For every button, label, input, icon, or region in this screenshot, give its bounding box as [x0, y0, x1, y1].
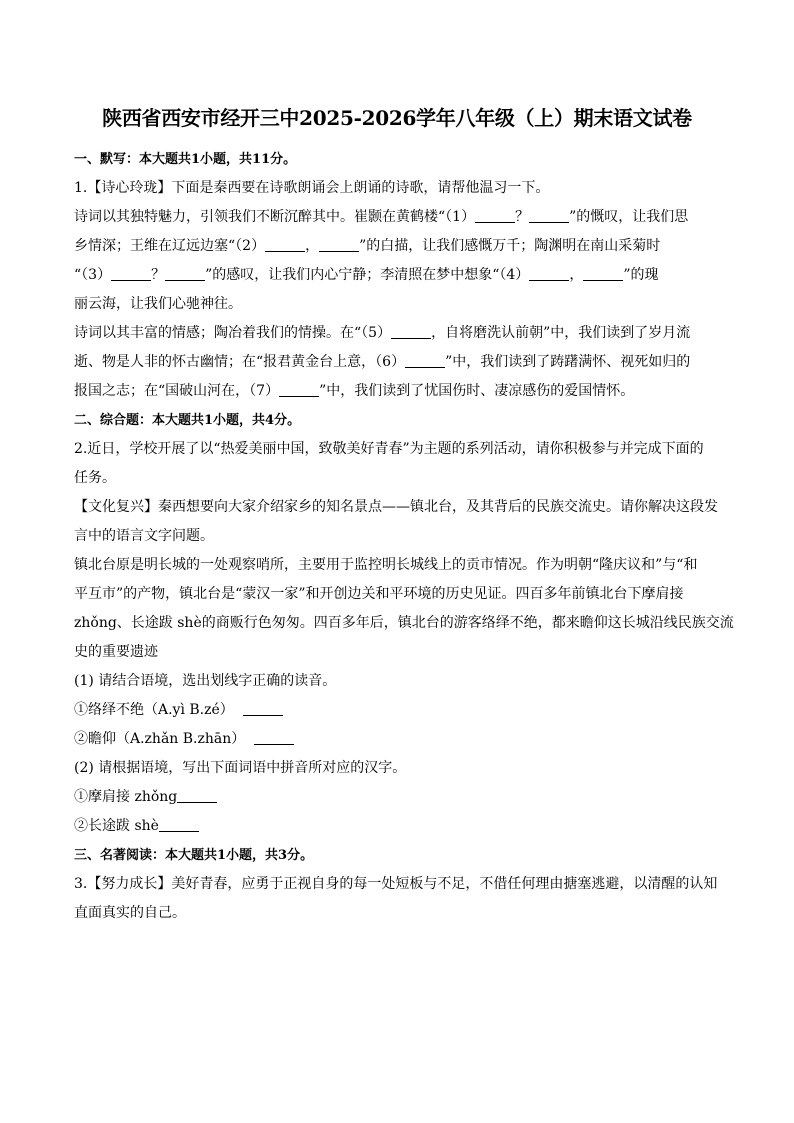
- q1-paragraph1-line3: [74, 261, 720, 290]
- text-segment: ”中，我们读到了踌躇满怀、视死如归的: [445, 354, 691, 370]
- q2-line3: 【文化复兴】秦西想要向大家介绍家乡的知名景点——镇北台，及其背后的民族交流史。请你解决这段发: [74, 499, 718, 515]
- section-heading-1: 一、默写：本大题共1小题，共11分。: [74, 152, 297, 167]
- q3-line1: 3.【努力成长】美好青春，应勇于正视自身的每一处短板与不足，不借任何理由搪塞逃避，以清醒的认知: [74, 876, 718, 892]
- text-segment: “（3）: [74, 267, 112, 283]
- answer-blank-3b: [165, 266, 205, 281]
- q2-line5: 镇北台原是明长城的一处观察哨所，主要用于监控明长城线上的贡市情况。作为明朝“隆庆议和”与“和: [74, 557, 698, 573]
- text-segment: ，: [569, 267, 584, 283]
- text-segment: 乡情深；王维在辽远边塞“（2）: [74, 238, 266, 254]
- q2-sub1-item-b: [74, 725, 720, 754]
- text-segment: ？: [515, 209, 530, 225]
- answer-blank-sub2a: [177, 788, 217, 803]
- text-segment: ”的白描，让我们感慨万千；陶渊明在南山采菊时: [359, 238, 661, 254]
- section-heading-3: 三、名著阅读：本大题共1小题，共3分。: [74, 848, 314, 863]
- text-segment: 逝、物是人非的怀古幽情；在“报君黄金台上意，（6）: [74, 354, 406, 370]
- answer-blank-sub2b: [159, 817, 199, 832]
- exam-content: [74, 145, 734, 928]
- answer-blank-5: [391, 324, 431, 339]
- answer-blank-2b: [319, 237, 359, 252]
- q2-sub1-prompt: (1) 请结合语境，选出划线字正确的读音。: [74, 673, 337, 689]
- q2-line2: 任务。: [74, 470, 116, 486]
- answer-blank-sub1a: [243, 701, 283, 716]
- q1-intro: 1.【诗心玲珑】下面是秦西要在诗歌朗诵会上朗诵的诗歌，请帮他温习一下。: [74, 180, 550, 196]
- q2-line4: 言中的语言文字问题。: [74, 528, 214, 544]
- answer-blank-4b: [583, 266, 623, 281]
- q2-sub2-prompt: (2) 请根据语境，写出下面词语中拼音所对应的汉字。: [74, 760, 407, 776]
- text-segment: ”的瑰: [623, 267, 659, 283]
- text-segment: ，: [305, 238, 320, 254]
- page-title: 陕西省西安市经开三中2025-2026学年八年级（上）期末语文试卷: [102, 106, 692, 130]
- q1-paragraph2-line1: [74, 319, 720, 348]
- section-heading-2: 二、综合题：本大题共1小题，共4分。: [74, 413, 301, 428]
- text-segment: ②长途跋 shè: [74, 818, 159, 834]
- q1-paragraph2-line2: [74, 348, 720, 377]
- answer-blank-1a: [475, 208, 515, 223]
- q2-line1: 2.近日，学校开展了以“热爱美丽中国，致敬美好青春”为主题的系列活动，请你积极参与并完成下面的: [74, 441, 704, 457]
- q1-paragraph1-line2: [74, 232, 720, 261]
- q2-sub2-item-a: [74, 783, 720, 812]
- answer-blank-sub1b: [254, 730, 294, 745]
- q1-paragraph1-line4: 丽云海，让我们心驰神往。: [74, 296, 242, 312]
- q2-line7: zhǒng、长途跋 shè的商贩行色匆匆。四百多年后，镇北台的游客络绎不绝，都来瞻仰这长城沿线民族交流: [74, 615, 734, 631]
- answer-blank-1b: [529, 208, 569, 223]
- q2-line6: 平互市”的产物，镇北台是“蒙汉一家”和开创边关和平环境的历史见证。四百多年前镇北台下摩肩接: [74, 586, 684, 602]
- q1-paragraph2-line3: [74, 377, 720, 406]
- text-segment: ”的慨叹，让我们思: [569, 209, 689, 225]
- q1-paragraph1-line1: [74, 203, 720, 232]
- text-segment: ②瞻仰（A.zhǎn B.zhān）: [74, 731, 246, 747]
- answer-blank-7: [279, 382, 319, 397]
- text-segment: ①摩肩接 zhǒng: [74, 789, 178, 805]
- q3-line2: 直面真实的自己。: [74, 905, 186, 921]
- answer-blank-2a: [265, 237, 305, 252]
- text-segment: 诗词以其独特魅力，引领我们不断沉醉其中。崔颢在黄鹤楼“（1）: [74, 209, 476, 225]
- text-segment: ，自将磨洗认前朝”中，我们读到了岁月流: [431, 325, 691, 341]
- text-segment: ？: [151, 267, 166, 283]
- q2-sub2-item-b: [74, 812, 720, 841]
- text-segment: ”中，我们读到了忧国伤时、凄凉感伤的爱国情怀。: [319, 383, 635, 399]
- text-segment: 报国之志；在“国破山河在，（7）: [74, 383, 280, 399]
- answer-blank-6: [405, 353, 445, 368]
- text-segment: 诗词以其丰富的情感；陶冶着我们的情操。在“（5）: [74, 325, 392, 341]
- text-segment: ”的感叹，让我们内心宁静；李清照在梦中想象“（4）: [205, 267, 530, 283]
- q2-line8: 史的重要遗迹: [74, 644, 158, 660]
- answer-blank-3a: [111, 266, 151, 281]
- text-segment: ①络绎不绝（A.yì B.zé）: [74, 702, 234, 718]
- answer-blank-4a: [529, 266, 569, 281]
- q2-sub1-item-a: [74, 696, 720, 725]
